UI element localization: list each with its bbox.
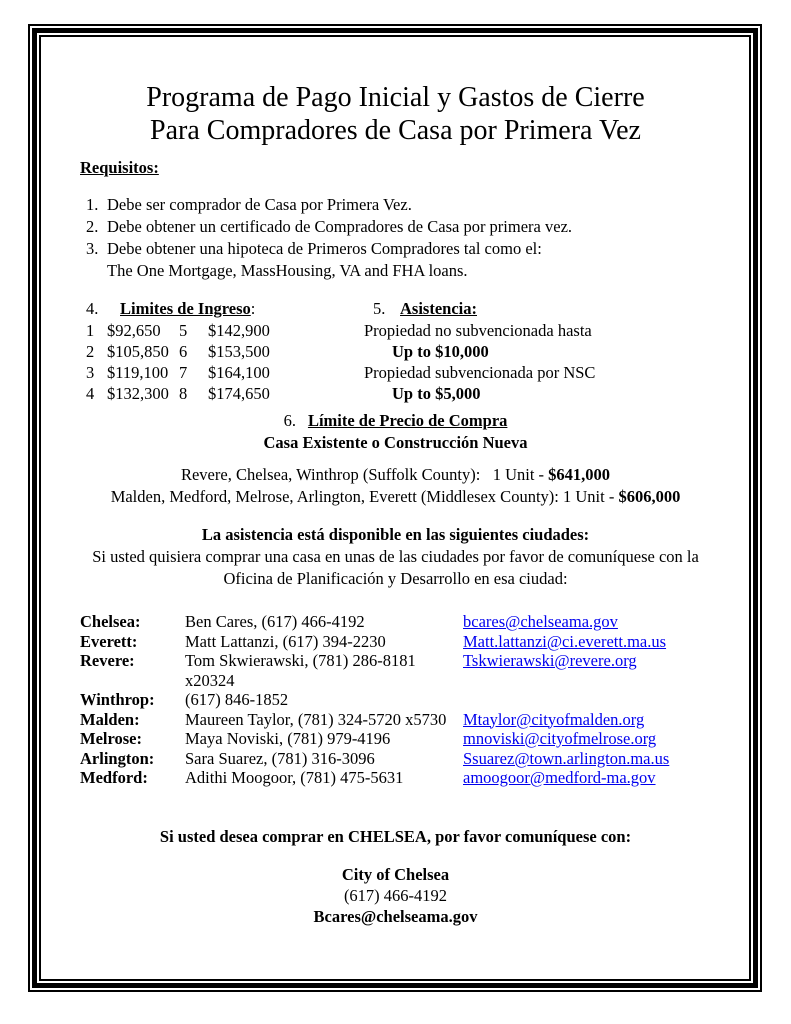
price-limit-heading-row — [80, 410, 711, 432]
assistance-heading: Asistencia: — [400, 299, 477, 318]
income-limits-heading-row — [80, 298, 364, 320]
contact-name-phone: (617) 846-1852 — [185, 690, 289, 709]
assistance-amount: Up to $5,000 — [392, 384, 481, 403]
table-row — [80, 768, 711, 788]
price-limit-section — [80, 410, 711, 454]
contact-city: Chelsea: — [80, 612, 141, 631]
section-number: 4. — [86, 299, 99, 318]
contact-city: Winthrop: — [80, 690, 155, 709]
page-border-middle — [32, 28, 758, 988]
contact-name-phone: Sara Suarez, (781) 316-3096 — [185, 748, 375, 768]
price-line — [80, 486, 711, 508]
income-limit: $119,100 — [107, 363, 169, 382]
assistance-column — [364, 298, 711, 404]
assistance-line: Propiedad subvencionada por NSC — [364, 363, 596, 382]
price-line-amount: $641,000 — [548, 465, 611, 484]
table-row — [80, 612, 711, 632]
price-limit-values — [80, 464, 711, 508]
assistance-amount: Up to $10,000 — [392, 342, 489, 361]
income-limits-column — [80, 298, 364, 404]
income-limit: $142,900 — [208, 321, 270, 340]
title-line-1: Programa de Pago Inicial y Gastos de Cierre — [146, 82, 645, 113]
contact-city: Malden: — [80, 709, 140, 729]
income-assistance-section — [80, 298, 711, 404]
section-number: 6. — [283, 411, 296, 430]
price-line-text: Malden, Medford, Melrose, Arlington, Everett (Middlesex County): 1 Unit - — [110, 487, 619, 506]
household-size: 4 — [86, 384, 95, 403]
price-line-amount: $606,000 — [618, 487, 681, 506]
income-limits-heading: Limites de Ingreso — [120, 299, 251, 318]
list-item-number: 1. — [86, 195, 99, 214]
contact-name-phone: Adithi Moogoor, (781) 475-5631 — [185, 768, 404, 787]
list-item-text-line1: Debe obtener una hipoteca de Primeros Compradores tal como el: — [107, 239, 542, 258]
contact-email-link[interactable]: Mtaylor@cityofmalden.org — [463, 709, 645, 729]
cities-heading: La asistencia está disponible en las siguientes ciudades: — [201, 525, 590, 544]
chelsea-phone: (617) 466-4192 — [343, 885, 448, 905]
assistance-line: Propiedad no subvencionada hasta — [364, 321, 592, 340]
requisitos-heading: Requisitos: — [80, 158, 159, 177]
cities-line-1: Si usted quisiera comprar una casa en unas de las ciudades por favor de comuníquese con la — [92, 547, 699, 566]
table-row — [80, 690, 711, 710]
document-title — [80, 81, 711, 147]
chelsea-city-name: City of Chelsea — [341, 864, 450, 884]
list-item-text: Debe obtener un certificado de Compradores de Casa por primera vez. — [107, 217, 573, 236]
chelsea-email: Bcares@chelseama.gov — [313, 906, 478, 926]
list-item — [80, 238, 711, 282]
income-limit: $164,100 — [208, 363, 270, 382]
contact-name-phone: Maureen Taylor, (781) 324-5720 x5730 — [185, 709, 447, 729]
contact-city: Revere: — [80, 651, 135, 670]
household-size: 8 — [179, 384, 188, 403]
contacts-table — [80, 612, 711, 788]
contact-name-phone: Matt Lattanzi, (617) 394-2230 — [185, 631, 386, 651]
household-size: 7 — [179, 363, 188, 382]
household-size: 6 — [179, 342, 188, 361]
household-size: 3 — [86, 363, 95, 382]
contact-name-phone: Maya Noviski, (781) 979-4196 — [185, 729, 391, 748]
chelsea-contact-block — [80, 864, 711, 927]
list-item-number: 3. — [86, 239, 99, 258]
list-item-text: Debe ser comprador de Casa por Primera Vez. — [107, 195, 412, 214]
table-row — [80, 729, 711, 749]
chelsea-contact-heading: Si usted desea comprar en CHELSEA, por favor comuníquese con: — [159, 826, 632, 846]
section-number: 5. — [373, 299, 386, 318]
contact-email-link[interactable]: Ssuarez@town.arlington.ma.us — [463, 748, 670, 768]
income-limit: $174,650 — [208, 384, 270, 403]
table-row — [80, 710, 711, 730]
income-limit: $105,850 — [107, 342, 169, 361]
income-limit: $132,300 — [107, 384, 169, 403]
list-item-text-line2: The One Mortgage, MassHousing, VA and FHA loans. — [107, 261, 468, 280]
table-row — [80, 651, 711, 690]
list-item-text — [107, 238, 711, 282]
title-line-2: Para Compradores de Casa por Primera Vez — [150, 115, 641, 146]
contact-name-phone: Tom Skwierawski, (781) 286-8181 x20324 — [185, 651, 416, 690]
household-size: 1 — [86, 321, 95, 340]
price-limit-subheading: Casa Existente o Construcción Nueva — [263, 433, 528, 452]
income-limit: $92,650 — [107, 321, 161, 340]
household-size: 5 — [179, 321, 188, 340]
contact-email-link[interactable]: Matt.lattanzi@ci.everett.ma.us — [463, 631, 667, 651]
income-limits-heading-colon: : — [250, 299, 256, 318]
page-border-inner — [39, 35, 751, 981]
contact-email-link[interactable]: mnoviski@cityofmelrose.org — [463, 729, 657, 748]
list-item — [80, 216, 711, 238]
contact-name-phone: Ben Cares, (617) 466-4192 — [185, 612, 365, 631]
price-line — [80, 464, 711, 486]
price-line-text: Revere, Chelsea, Winthrop (Suffolk County): 1 Unit - — [180, 465, 549, 484]
table-row — [80, 632, 711, 652]
list-item-number: 2. — [86, 217, 99, 236]
list-item — [80, 194, 711, 216]
page-border-outer — [28, 24, 762, 992]
assistance-heading-row — [364, 298, 711, 320]
income-limit: $153,500 — [208, 342, 270, 361]
contact-city: Melrose: — [80, 729, 142, 748]
contact-city: Medford: — [80, 768, 148, 787]
cities-line-2: Oficina de Planificación y Desarrollo en esa ciudad: — [223, 569, 568, 588]
contact-city: Everett: — [80, 631, 138, 651]
contact-email-link[interactable]: amoogoor@medford-ma.gov — [463, 768, 656, 787]
contact-email-link[interactable]: Tskwierawski@revere.org — [463, 651, 637, 670]
price-limit-heading: Límite de Precio de Compra — [307, 411, 508, 430]
contact-city: Arlington: — [80, 748, 155, 768]
household-size: 2 — [86, 342, 95, 361]
contact-email-link[interactable]: bcares@chelseama.gov — [463, 612, 618, 631]
income-limits-table — [86, 320, 364, 404]
requisitos-list — [80, 194, 711, 282]
cities-availability-section — [80, 524, 711, 590]
table-row — [80, 749, 711, 769]
document-content — [41, 81, 749, 927]
